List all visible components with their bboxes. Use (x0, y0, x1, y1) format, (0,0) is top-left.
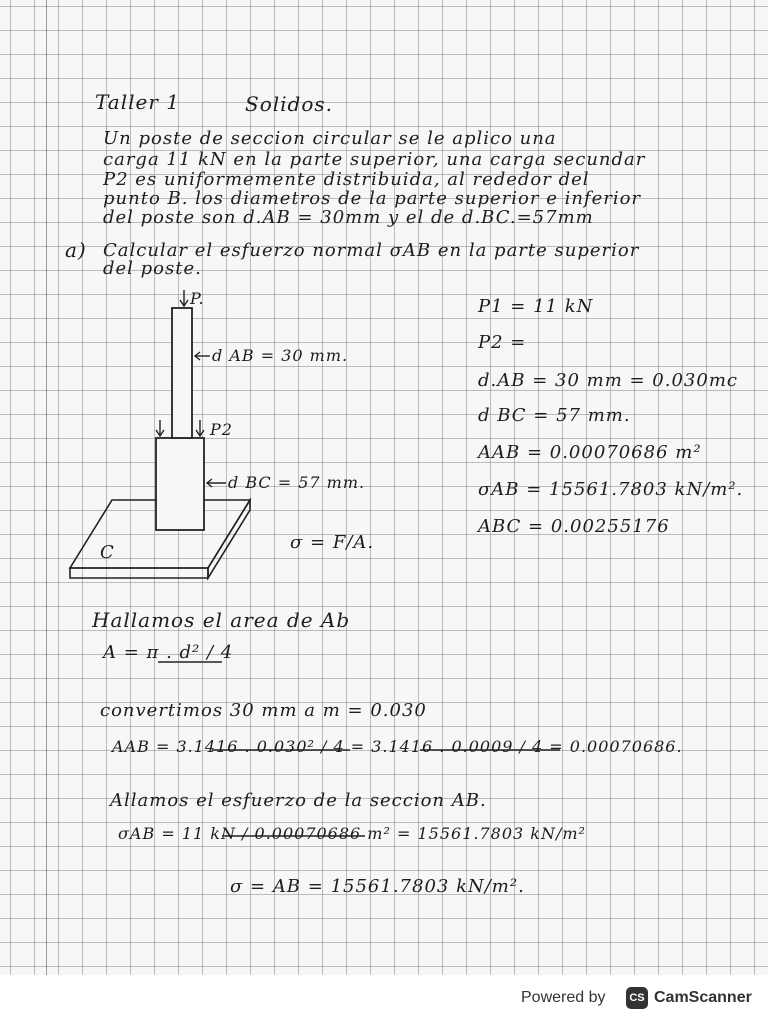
scanner-footer (0, 975, 768, 1024)
post-segment-bc (156, 438, 204, 530)
statement-line-4: punto B. los diametros de la parte superior e inferior (103, 188, 642, 209)
statement-line-1: Un poste de seccion circular se le aplico una (103, 128, 557, 149)
post-segment-ab (172, 308, 192, 438)
given-item: ABC = 0.00255176 (478, 516, 670, 537)
given-item: σAB = 15561.7803 kN/m². (478, 479, 744, 500)
work-sigma-calc: σAB = 11 kN / 0.00070686 m² = 15561.7803 kN/m² (118, 824, 586, 843)
statement-line-2: carga 11 kN en la parte superior, una carga secundar (103, 149, 646, 170)
load-p2-label: P2 (210, 420, 233, 439)
given-item: AAB = 0.00070686 m² (478, 442, 702, 463)
work-allamos: Allamos el esfuerzo de la seccion AB. (110, 790, 487, 811)
statement-line-3: P2 es uniformemente distribuida, al rededor del (103, 169, 590, 190)
camscanner-brand: CamScanner (654, 989, 752, 1006)
base-plate-side (208, 500, 250, 578)
work-sigma-result: σ = AB = 15561.7803 kN/m². (230, 876, 525, 897)
given-item: d BC = 57 mm. (478, 405, 631, 426)
given-item: P1 = 11 kN (478, 296, 594, 317)
given-item: P2 = (478, 332, 527, 353)
statement-line-5: del poste son d.AB = 30mm y el de d.BC.=57mm (103, 207, 594, 228)
work-hallamos: Hallamos el area de Ab (92, 608, 351, 632)
stress-formula: σ = F/A. (290, 532, 375, 553)
part-a-line-1: Calcular el esfuerzo normal σAB en la parte superior (103, 240, 640, 261)
diameter-ab-label: d AB = 30 mm. (212, 346, 349, 365)
load-p-label: P. (190, 289, 205, 308)
work-convertimos: convertimos 30 mm a m = 0.030 (100, 700, 427, 721)
given-item: d.AB = 30 mm = 0.030mc (478, 370, 738, 391)
base-plate-front (70, 568, 208, 578)
work-area-formula: A = π . d² / 4 (103, 642, 234, 663)
part-a-line-2: del poste. (103, 258, 202, 279)
part-a-marker: a) (65, 238, 87, 262)
worksheet-title: Taller 1 (95, 90, 180, 114)
powered-by-text: Powered by (521, 989, 606, 1006)
worksheet-subject: Solidos. (245, 92, 333, 116)
work-aab-calc: AAB = 3.1416 . 0.030² / 4 = 3.1416 . 0.0009 / 4 = 0.00070686. (112, 737, 683, 756)
diameter-bc-label: d BC = 57 mm. (228, 473, 366, 492)
camscanner-logo-icon: CS (626, 987, 648, 1009)
point-c-label: C (100, 542, 115, 563)
